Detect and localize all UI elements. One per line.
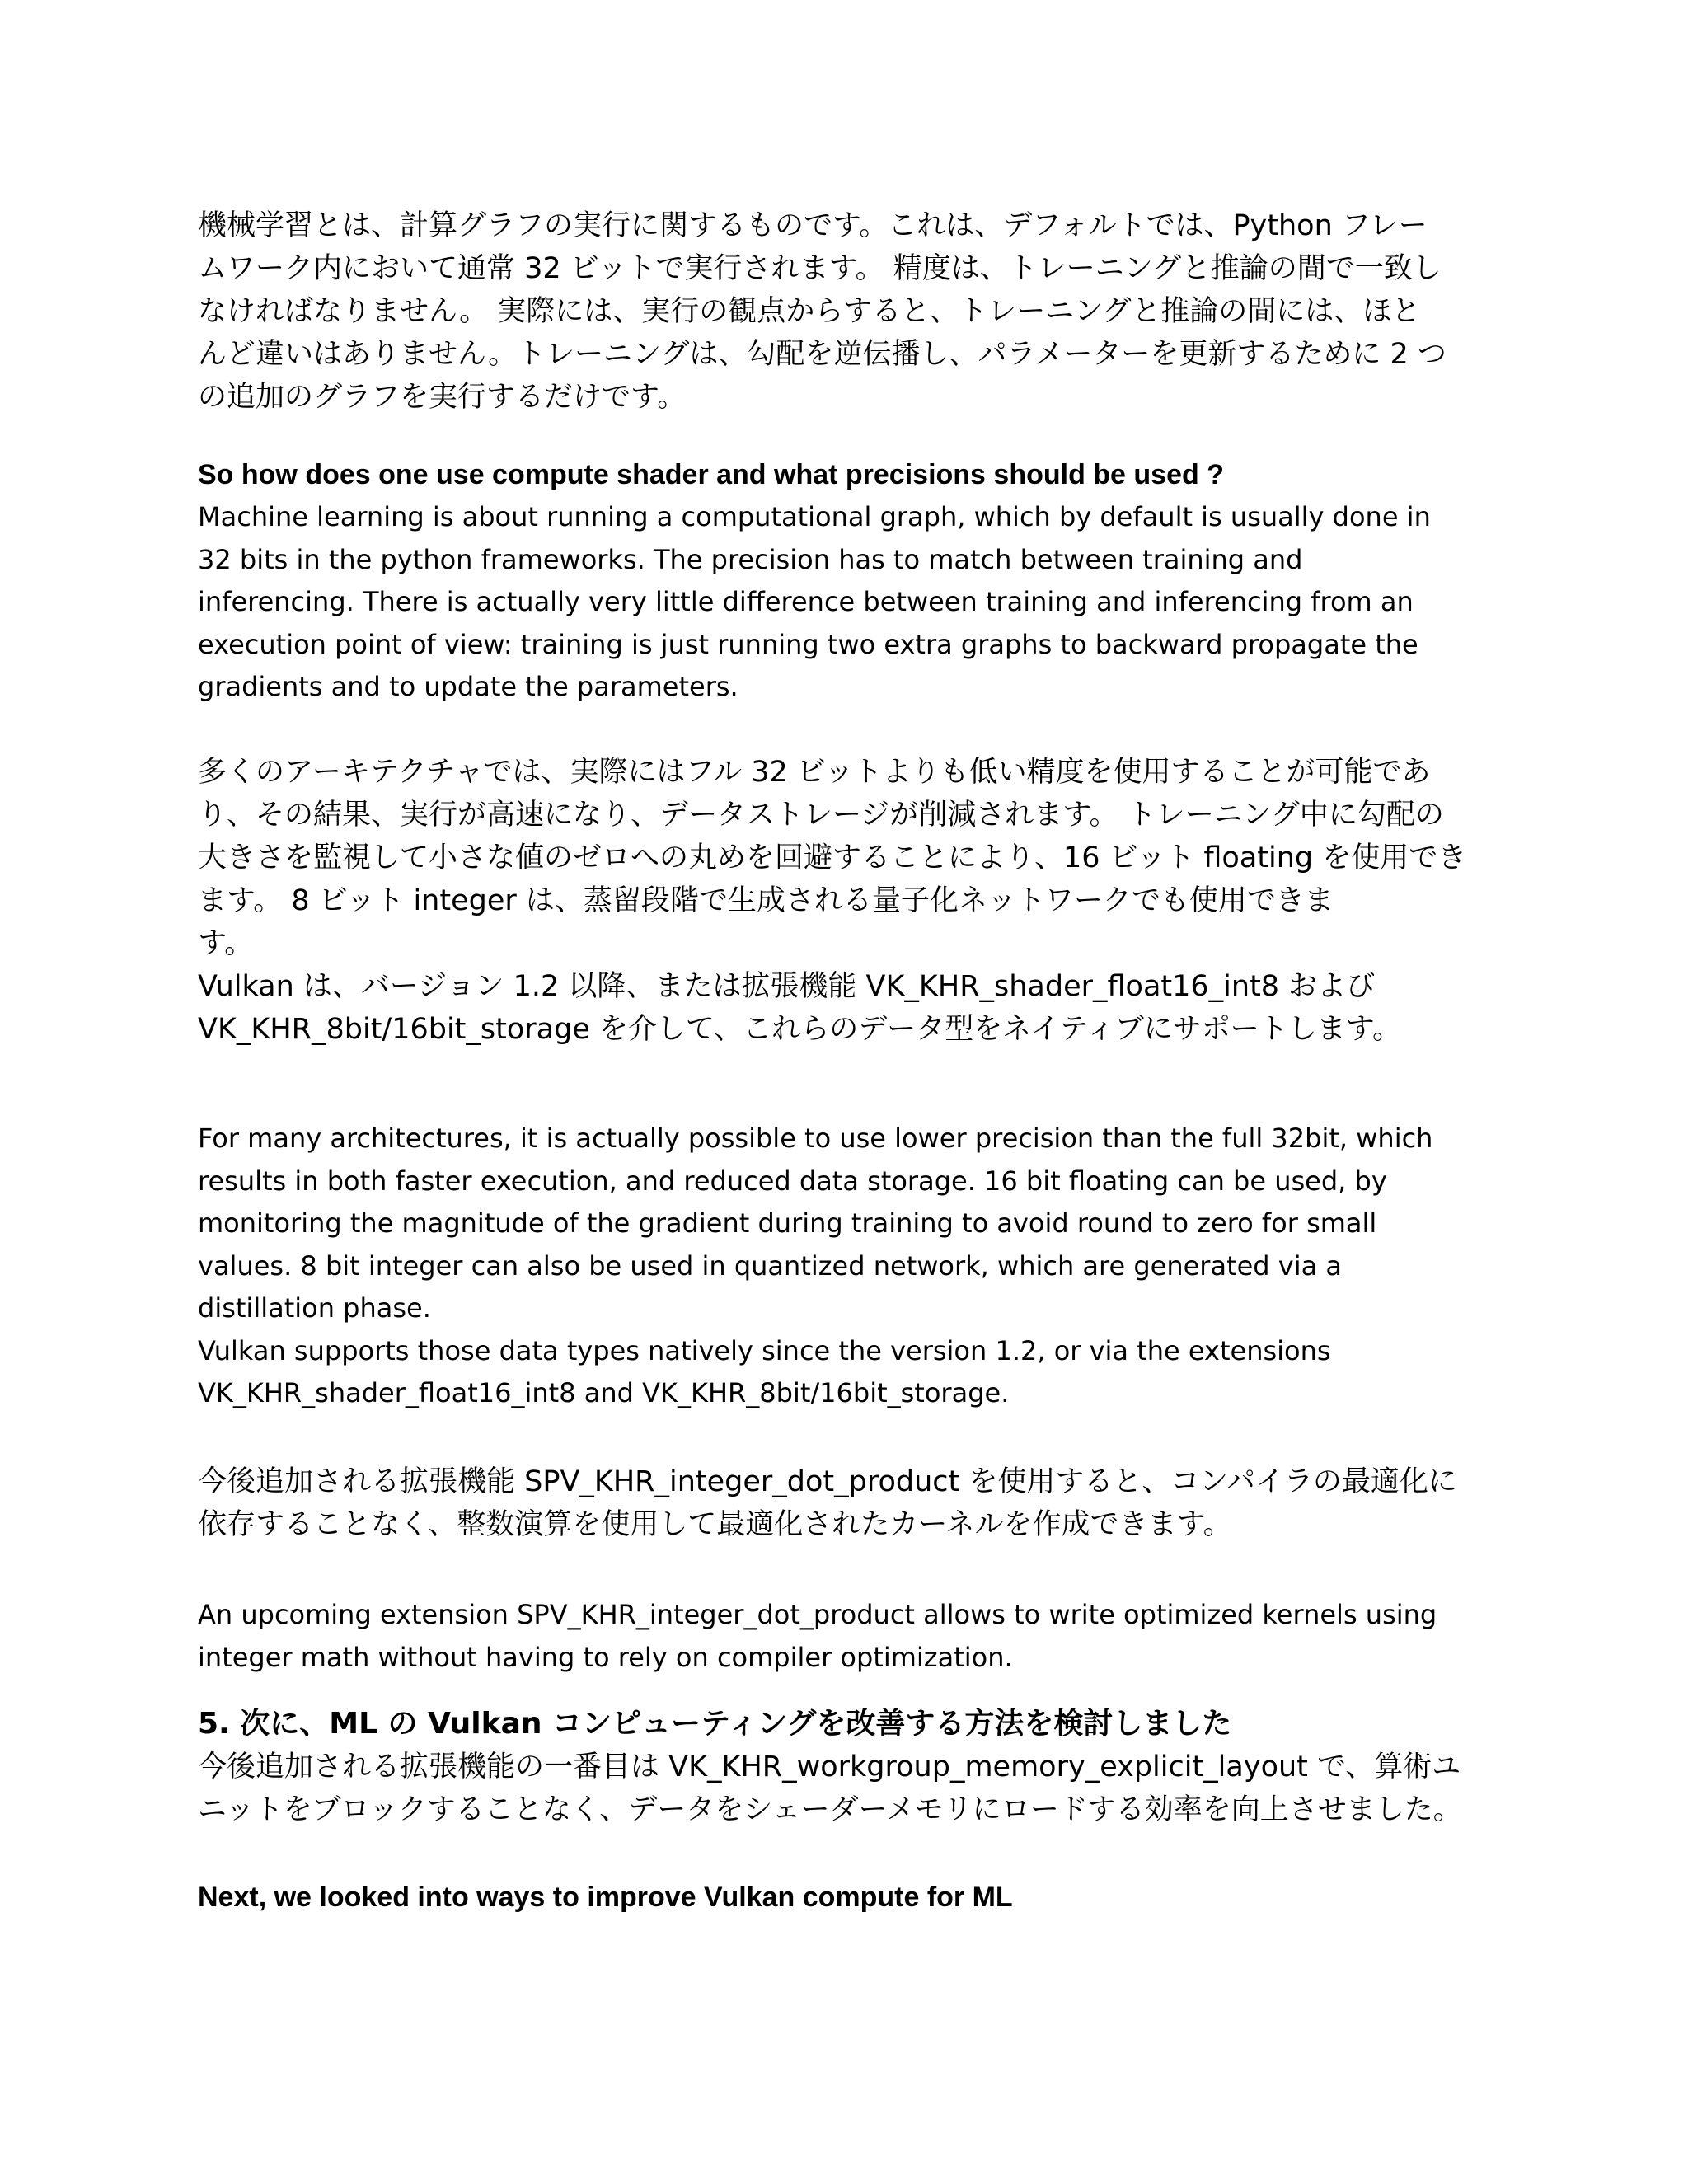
text-line: values. 8 bit integer can also be used in quantized network, which are generated via a <box>198 1249 1342 1282</box>
text-line: 今後追加される拡張機能 SPV_KHR_integer_dot_product を使用すると、コンパイラの最適化に <box>198 1465 1457 1498</box>
paragraph-ja-workgroup <box>198 1746 1500 1831</box>
text-line: 依存することなく、整数演算を使用して最適化されたカーネルを作成できます。 <box>198 1508 1232 1541</box>
text-line: り、その結果、実行が高速になり、データストレージが削減されます。 トレーニング中に勾配の <box>198 799 1444 832</box>
text-line: distillation phase. <box>198 1292 431 1324</box>
paragraph-ja-intro <box>198 204 1500 419</box>
text-line: Vulkan supports those data types natively since the version 1.2, or via the extensions <box>198 1334 1331 1366</box>
text-line: 大きさを監視して小さな値のゼロへの丸めを回避することにより、16 ビット floating を使用でき <box>198 841 1467 874</box>
text-line: integer math without having to rely on compiler optimization. <box>198 1641 1013 1673</box>
text-line: ニットをブロックすることなく、データをシェーダーメモリにロードする効率を向上させました。 <box>198 1793 1462 1826</box>
text-line: For many architectures, it is actually possible to use lower precision than the full 32bit, which <box>198 1122 1433 1154</box>
text-line: Vulkan は、バージョン 1.2 以降、または拡張機能 VK_KHR_shader_float16_int8 および <box>198 970 1376 1003</box>
text-line: ムワーク内において通常 32 ビットで実行されます。 精度は、トレーニングと推論の間で一致し <box>198 252 1442 285</box>
heading-text: So how does one use compute shader and what precisions should be used ? <box>198 459 1224 490</box>
text-line: 今後追加される拡張機能の一番目は VK_KHR_workgroup_memory_explicit_layout で、算術ユ <box>198 1750 1461 1783</box>
text-line: の追加のグラフを実行するだけです。 <box>198 381 687 414</box>
section-heading-improve-ja <box>198 1703 1500 1746</box>
text-line: 多くのアーキテクチャでは、実際にはフル 32 ビットよりも低い精度を使用することが可能であ <box>198 756 1431 789</box>
text-line: VK_KHR_shader_float16_int8 and VK_KHR_8bit/16bit_storage. <box>198 1377 1010 1408</box>
text-line: monitoring the magnitude of the gradient during training to avoid round to zero for small <box>198 1207 1377 1239</box>
text-line: ます。 8 ビット integer は、蒸留段階で生成される量子化ネットワークでも使用できま <box>198 884 1334 917</box>
paragraph-ja-dot-product <box>198 1460 1500 1546</box>
paragraph-en-intro <box>198 496 1500 709</box>
text-line: results in both faster execution, and reduced data storage. 16 bit floating can be used, by <box>198 1165 1387 1197</box>
heading-text: Next, we looked into ways to improve Vulkan compute for ML <box>198 1882 1013 1913</box>
text-line: 32 bits in the python frameworks. The precision has to match between training and <box>198 543 1303 575</box>
section-heading-improve-en <box>198 1876 1500 1919</box>
text-line: す。 <box>198 927 254 960</box>
paragraph-ja-precision <box>198 751 1500 1051</box>
text-line: なければなりません。 実際には、実行の観点からすると、トレーニングと推論の間には、ほと <box>198 295 1421 328</box>
heading-text: 5. 次に、ML の Vulkan コンピューティングを改善する方法を検討しました <box>198 1707 1232 1741</box>
paragraph-en-precision <box>198 1118 1500 1415</box>
text-line: 機械学習とは、計算グラフの実行に関するものです。これは、デフォルトでは、Python フレー <box>198 209 1428 242</box>
text-line: Machine learning is about running a computational graph, which by default is usually done in <box>198 501 1431 532</box>
text-line: んど違いはありません。トレーニングは、勾配を逆伝播し、パラメーターを更新するために 2 つ <box>198 338 1447 371</box>
section-heading-precision <box>198 453 1500 496</box>
text-line: An upcoming extension SPV_KHR_integer_dot_product allows to write optimized kernels using <box>198 1599 1437 1630</box>
text-line: inferencing. There is actually very little difference between training and inferencing from an <box>198 586 1414 617</box>
text-line: VK_KHR_8bit/16bit_storage を介して、これらのデータ型をネイティブにサポートします。 <box>198 1013 1401 1046</box>
paragraph-en-dot-product <box>198 1594 1500 1679</box>
text-line: gradients and to update the parameters. <box>198 671 738 702</box>
text-line: execution point of view: training is just running two extra graphs to backward propagate the <box>198 628 1418 660</box>
